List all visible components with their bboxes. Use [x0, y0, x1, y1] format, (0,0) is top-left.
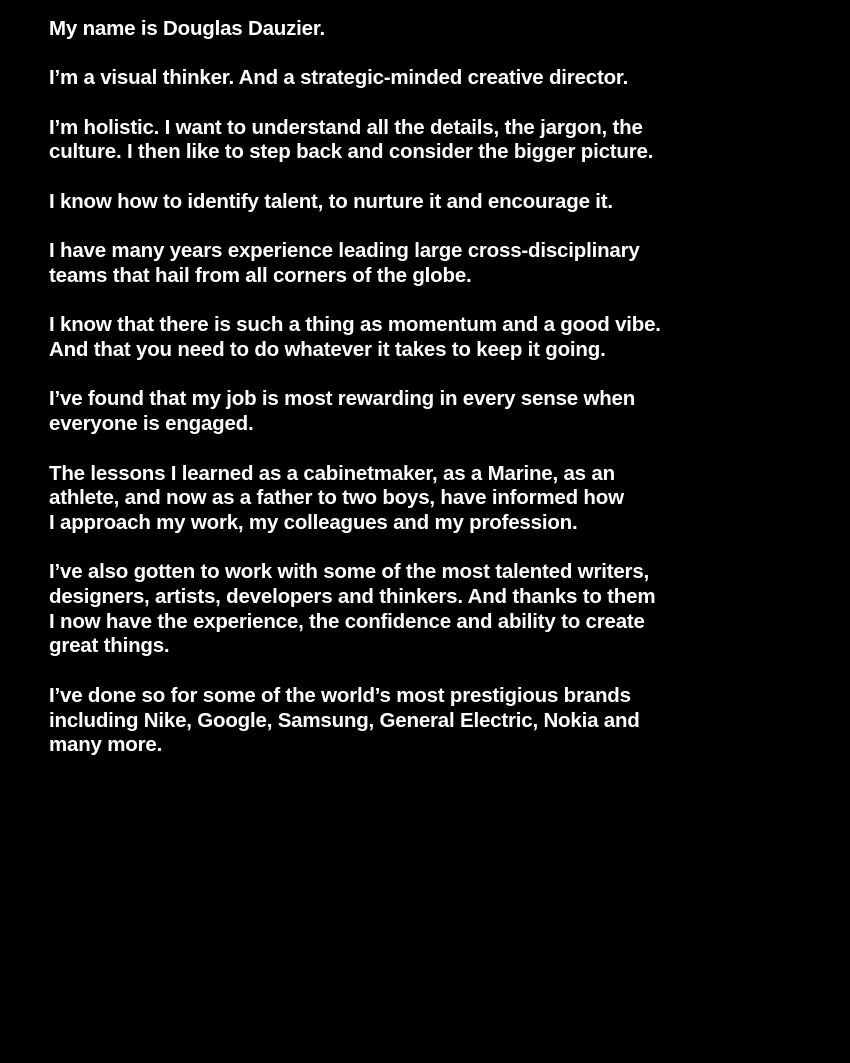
bio-paragraph-momentum: I know that there is such a thing as momentum and a good vibe. And that you need to do whatever it takes to keep it going.	[49, 313, 661, 362]
bio-paragraph-name: My name is Douglas Dauzier.	[49, 17, 325, 40]
bio-paragraph-lessons: The lessons I learned as a cabinetmaker, as a Marine, as an athlete, and now as a father to two boys, have informed how I approach my work, my colleagues and my profession.	[49, 461, 624, 534]
bio-paragraph-visual-thinker: I’m a visual thinker. And a strategic-minded creative director.	[49, 66, 629, 90]
bio-paragraph-brands: I’ve done so for some of the world’s most prestigious brands including Nike, Google, Samsung, General Electric, Nokia and many more.	[49, 683, 640, 757]
bio-paragraph-rewarding: I’ve found that my job is most rewarding in every sense when everyone is engaged.	[49, 387, 636, 436]
bio-paragraph-holistic: I’m holistic. I want to understand all the details, the jargon, the culture. I then like to step back and consider the bigger picture.	[49, 115, 654, 164]
bio-text-block	[49, 17, 749, 783]
bio-paragraph-collaborators: I’ve also gotten to work with some of the most talented writers, designers, artists, developers and thinkers. And thanks to them I now have the experience, the confidence and ability to create great things.	[49, 560, 656, 658]
bio-paragraph-talent: I know how to identify talent, to nurture it and encourage it.	[49, 189, 613, 213]
bio-paragraph-experience: I have many years experience leading large cross-disciplinary teams that hail from all corners of the globe.	[49, 239, 640, 287]
